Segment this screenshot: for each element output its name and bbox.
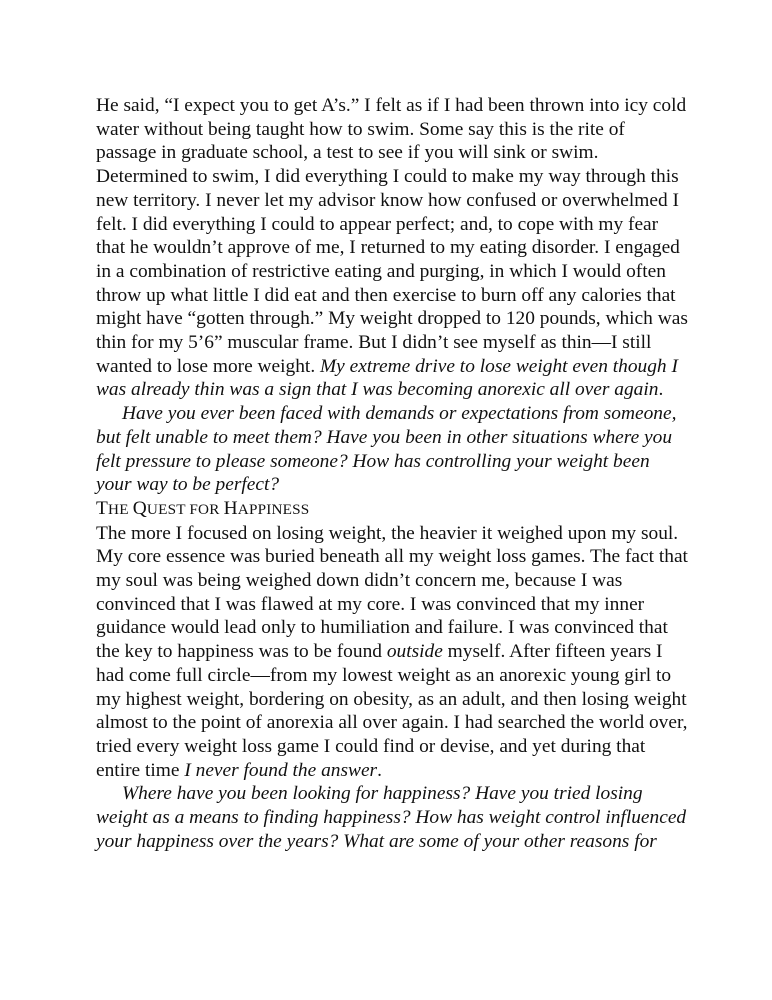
text-line: that he wouldn’t approve of me, I returned to my eating disorder. I engaged	[96, 237, 680, 259]
text-line: in a combination of restrictive eating and purging, in which I would often	[96, 260, 666, 282]
italic-text-run: was already thin was a sign that I was becoming anorexic all over again	[96, 379, 659, 401]
italic-text-run: outside	[386, 641, 443, 663]
text-line: felt pressure to please someone? How has controlling your weight been	[96, 450, 650, 472]
text-run: the key to happiness was to be found	[96, 641, 387, 663]
italic-text-run: My extreme drive to lose weight even though I	[320, 355, 678, 377]
reflection-questions-1	[96, 402, 696, 497]
text-line: convinced that I was flawed at my core. I was convinced that my inner	[96, 593, 645, 615]
text-line	[96, 355, 696, 379]
text-line: thin for my 5’6” muscular frame. But I didn’t see myself as thin—I still	[96, 332, 652, 354]
text-line: new territory. I never let my advisor know how confused or overwhelmed I	[96, 189, 679, 211]
text-line: your happiness over the years? What are some of your other reasons for	[96, 830, 657, 852]
text-line: felt. I did everything I could to appear perfect; and, to cope with my fear	[96, 213, 659, 235]
body-paragraph-2	[96, 522, 696, 783]
text-line: my highest weight, bordering on obesity, as an adult, and then losing weight	[96, 688, 687, 710]
book-page	[96, 94, 696, 854]
text-line: but felt unable to meet them? Have you been in other situations where you	[96, 426, 673, 448]
text-line: water without being taught how to swim. Some say this is the rite of	[96, 118, 625, 140]
heading-small-caps: APPINESS	[237, 500, 310, 518]
text-run: wanted to lose more weight.	[96, 355, 321, 377]
text-line: my soul was being weighed down didn’t concern me, because I was	[96, 570, 623, 592]
text-run: entire time	[96, 759, 185, 781]
body-paragraph-1	[96, 94, 696, 402]
text-line	[96, 378, 696, 402]
text-line: tried every weight loss game I could find or devise, and yet during that	[96, 735, 646, 757]
section-heading	[96, 497, 696, 522]
text-line: Have you ever been faced with demands or expectations from someone,	[122, 403, 677, 425]
text-run: .	[658, 379, 664, 401]
text-line: Where have you been looking for happiness? Have you tried losing	[122, 783, 643, 805]
heading-cap: Q	[132, 497, 147, 519]
reflection-questions-2	[96, 782, 696, 853]
text-line: had come full circle—from my lowest weight as an anorexic young girl to	[96, 664, 672, 686]
text-line	[96, 640, 696, 664]
text-line: The more I focused on losing weight, the heavier it weighed upon my soul.	[96, 522, 679, 544]
heading-small-caps: HE	[108, 500, 133, 518]
text-line: your way to be perfect?	[96, 474, 280, 496]
heading-small-caps: UEST FOR	[146, 500, 224, 518]
italic-text-run: I never found the answer	[184, 759, 378, 781]
text-line: My core essence was buried beneath all my weight loss games. The fact that	[96, 546, 688, 568]
text-line: Determined to swim, I did everything I could to make my way through this	[96, 166, 679, 188]
text-line: might have “gotten through.” My weight dropped to 120 pounds, which was	[96, 308, 688, 330]
text-line: He said, “I expect you to get A’s.” I felt as if I had been thrown into icy cold	[96, 95, 687, 116]
text-line: passage in graduate school, a test to see if you will sink or swim.	[96, 142, 599, 164]
heading-cap: T	[96, 497, 109, 519]
text-line: weight as a means to finding happiness? How has weight control influenced	[96, 807, 687, 829]
text-run: myself. After fifteen years I	[442, 641, 663, 663]
text-line: throw up what little I did eat and then exercise to burn off any calories that	[96, 284, 676, 306]
text-line: almost to the point of anorexia all over again. I had searched the world over,	[96, 712, 688, 734]
text-run: .	[377, 759, 382, 781]
heading-cap: H	[223, 497, 238, 519]
text-line: guidance would lead only to humiliation and failure. I was convinced that	[96, 617, 668, 639]
text-line	[96, 759, 696, 783]
